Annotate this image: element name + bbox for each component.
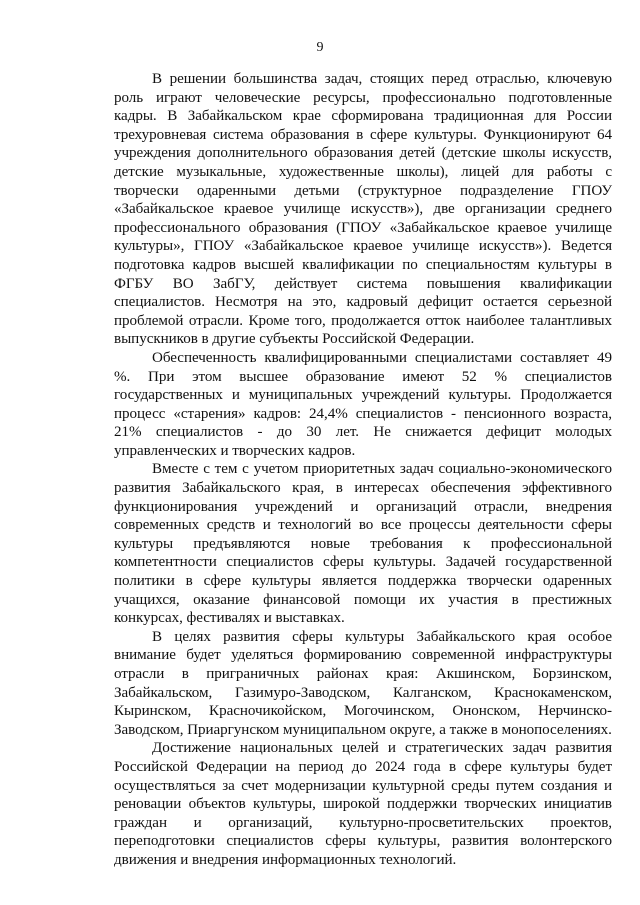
page-number: 9 bbox=[316, 40, 324, 55]
paragraph-human-resources: В решении большинства задач, стоящих перед отраслью, ключевую роль играют человеческие ресурсы, профессионально подготовленные кадры. В Забайкальском крае сформирована традиционная для России трехуровневая система образования в сфере культуры. Функционируют 64 учреждения дополнительного образования детей (детские школы искусств, детские музыкальные, художественные школы), лицей для работы с творчески одаренными детьми (структурное подразделение ГПОУ «Забайкальское краевое училище искусств»), две организации среднего профессионального образования (ГПОУ «Забайкальское краевое училище культуры», ГПОУ «Забайкальское краевое училище искусств»). Ведется подготовка кадров высшей квалификации по специальностям культуры в ФГБУ ВО ЗабГУ, действует система повышения квалификации специалистов. Несмотря на это, кадровый дефицит остается серьезной проблемой отрасли. Кроме того, продолжается отток наиболее талантливых выпускников в другие субъекты Российской Федерации. bbox=[114, 71, 612, 348]
document-body bbox=[114, 70, 612, 870]
paragraph-staff-provision: Обеспеченность квалифицированными специалистами составляет 49 %. При этом высшее образование имеют 52 % специалистов государственных и муниципальных учреждений культуры. Продолжается процесс «старения» кадров: 24,4% специалистов - пенсионного возраста, 21% специалистов - до 30 лет. Не снижается дефицит молодых управленческих и творческих кадров. bbox=[114, 349, 612, 459]
paragraph-border-districts: В целях развития сферы культуры Забайкальского края особое внимание будет уделяться формированию современной инфраструктуры отрасли в приграничных районах края: Акшинском, Борзинском, Забайкальском, Газимуро-Заводском, Калганском, Краснокаменском, Кыринском, Красночикойском, Могочинском, Ононском, Нерчинско-Заводском, Приаргунском муниципальном округе, а также в монопоселениях. bbox=[114, 628, 612, 738]
paragraph-national-goals: Достижение национальных целей и стратегических задач развития Российской Федерации на период до 2024 года в сфере культуры будет осуществляться за счет модернизации культурной среды путем создания и реновации объектов культуры, широкой поддержки творческих инициатив граждан и организаций, культурно-просветительских проектов, переподготовки специалистов сферы культуры, развития волонтерского движения и внедрения информационных технологий. bbox=[114, 740, 612, 868]
paragraph-priority-tasks: Вместе с тем с учетом приоритетных задач социально-экономического развития Забайкальского края, в интересах обеспечения эффективного функционирования учреждений и организаций отрасли, внедрения современных средств и технологий во все процессы деятельности сферы культуры предъявляются новые требования к профессиональной компетентности специалистов сферы культуры. Задачей государственной политики в сфере культуры является поддержка творчески одаренных учащихся, оказание финансовой помощи их участия в престижных конкурсах, фестивалях и выставках. bbox=[114, 461, 612, 627]
